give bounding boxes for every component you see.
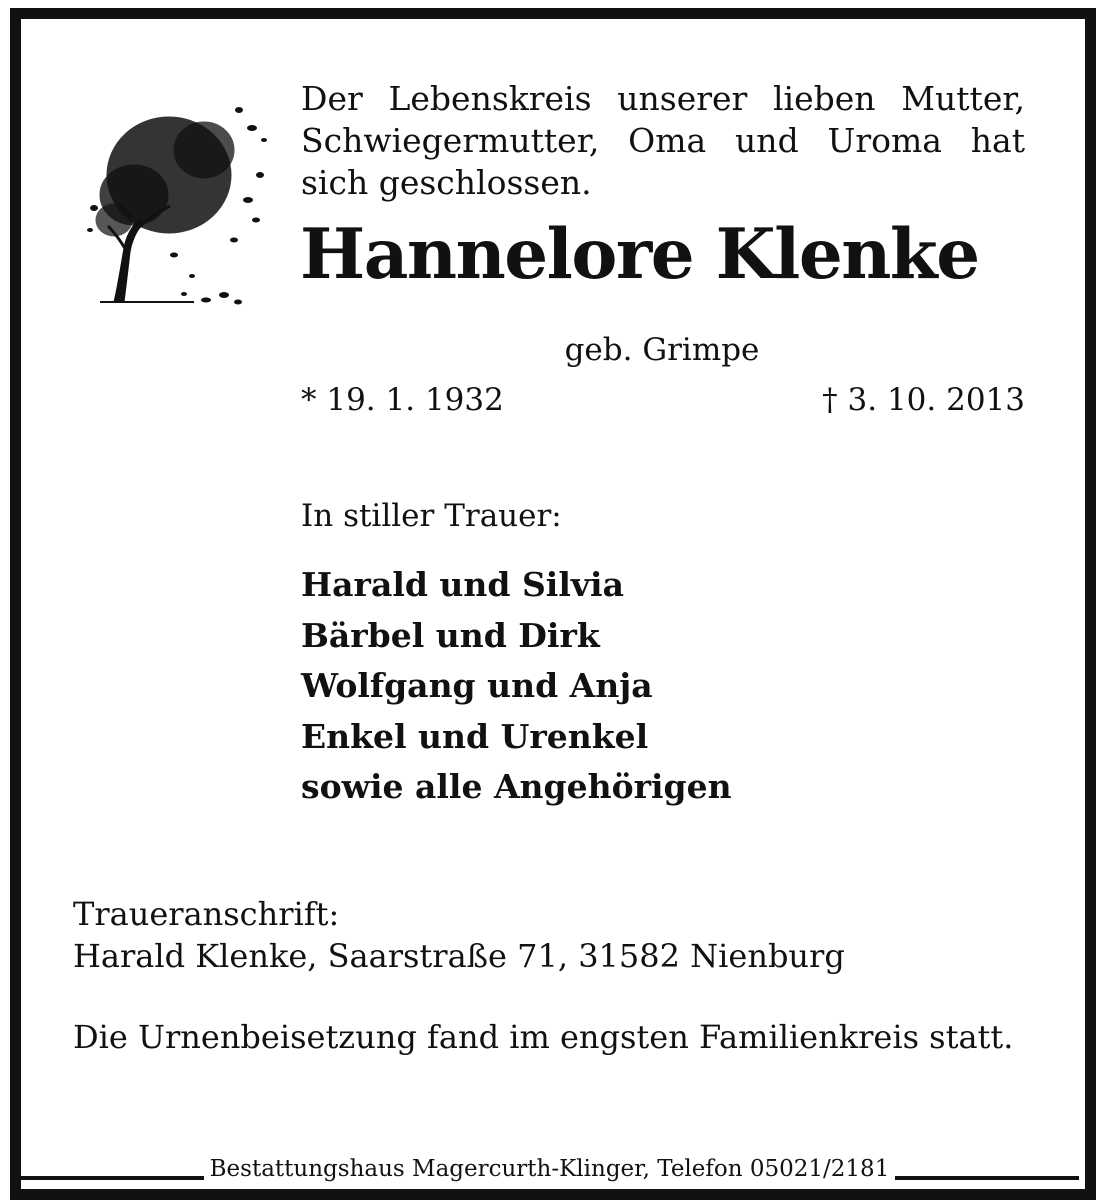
- mourner: Bärbel und Dirk: [301, 615, 600, 655]
- address-block: [73, 893, 845, 977]
- birth-name: geb. Grimpe: [564, 332, 760, 368]
- footer: [0, 1152, 1099, 1186]
- mourner: Wolfgang und Anja: [301, 666, 653, 705]
- death-date: † 3. 10. 2013: [822, 382, 1025, 418]
- mourning-label: In stiller Trauer:: [301, 498, 562, 534]
- deceased-name: Hannelore Klenke: [300, 214, 979, 295]
- mourner: sowie alle Angehörigen: [301, 767, 732, 806]
- intro-text: Der Lebenskreis unserer lieben Mutter, Schwiegermutter, Oma und Uroma hat sich geschlossen.: [301, 79, 1025, 202]
- burial-note: Die Urnenbeisetzung fand im engsten Familienkreis statt.: [73, 1018, 1014, 1056]
- address-line: Harald Klenke, Saarstraße 71, 31582 Nienburg: [73, 937, 845, 975]
- windblown-tree-icon: [74, 80, 274, 320]
- mourner: Harald und Silvia: [301, 565, 624, 604]
- funeral-home-contact: Bestattungshaus Magercurth-Klinger, Telefon 05021/2181: [204, 1152, 896, 1186]
- mourner: Enkel und Urenkel: [301, 716, 649, 756]
- address-label: Traueranschrift:: [73, 895, 340, 933]
- birth-date: * 19. 1. 1932: [301, 382, 504, 418]
- mourners-list: [301, 560, 732, 813]
